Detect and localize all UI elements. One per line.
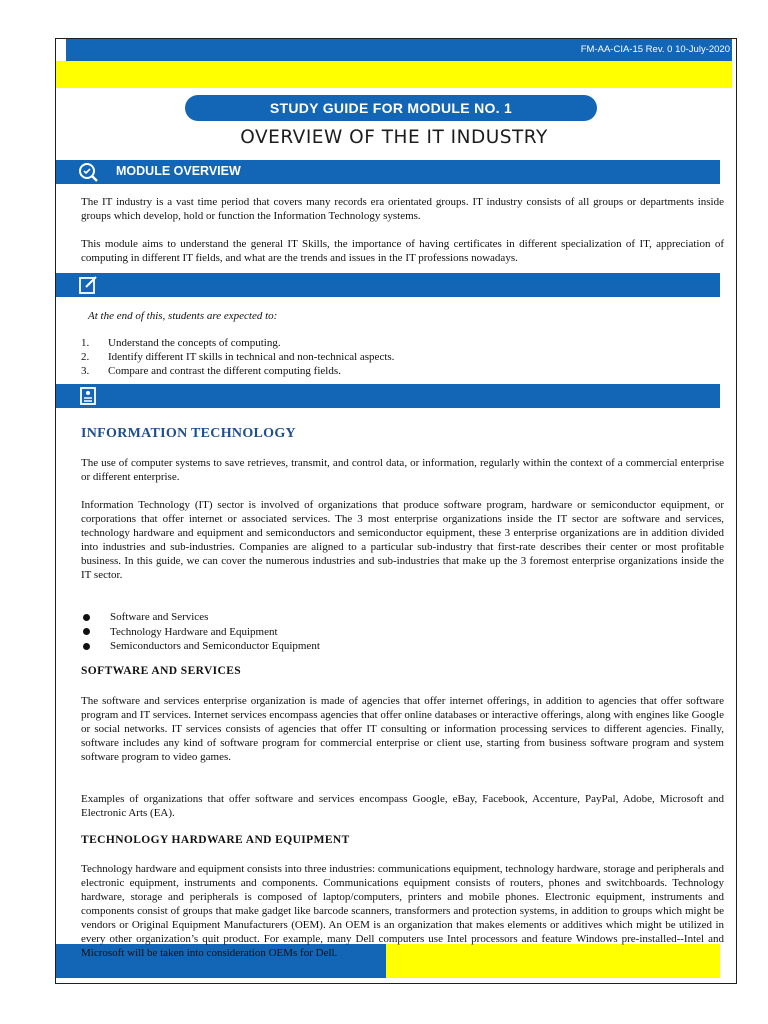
list-number: 2.	[81, 351, 90, 363]
page-title: OVERVIEW OF THE IT INDUSTRY	[240, 127, 548, 148]
list-number: 3.	[81, 365, 90, 377]
list-item	[81, 364, 681, 378]
module-overview-band	[56, 160, 720, 184]
module-pill: STUDY GUIDE FOR MODULE NO. 1	[185, 95, 597, 121]
objectives-band	[56, 273, 720, 297]
it-paragraph-2: Information Technology (IT) sector is involved of organizations that produce software program, hardware or semiconductor equipment, or corporations that offer internet or associated services. The 3 most enterprise organizations inside the IT sector are software and services, technology hardware and equipment and semiconductors and semiconductor equipment, these 3 enterprise organizations are in addition divided into industries and sub-industries. Companies are aligned to a particular sub-industry that first-rate describes their center or most profitable business. In this guide, we can cover the numerous industries and sub-industries that make up the 3 foremost enterprise organizations inside the IT sector.	[81, 499, 724, 581]
list-item	[81, 625, 681, 640]
search-icon	[78, 162, 98, 182]
it-paragraph-1: The use of computer systems to save retrieves, transmit, and control data, or information, regularly within the context of a commercial enterprise or different enterprise.	[81, 457, 724, 483]
subsection-heading: SOFTWARE AND SERVICES	[81, 665, 242, 677]
hardware-paragraph: Technology hardware and equipment consists into three industries: communications equipment, technology hardware, storage and peripherals and electronic equipment, instruments and components. Communications equipment consists of routers, phones and switchboards. Technology hardware, storage and peripherals is composed of laptop/computers, printers and mobile phones. Electronic equipment, instruments and components consist of groups that make gadget like barcode scanners, transformers and protection systems, in addition to groups which might be vendors or Original Equipment Manufacturers (OEM). An OEM is an organization that makes elements or additives which might be utilized in every other organization’s quit product. For example, many Dell computers use Intel processors and feature Windows pre-installed--Intel and Microsoft will be taken into consideration OEMs for Dell.	[81, 863, 724, 959]
list-text: Compare and contrast the different computing fields.	[108, 365, 341, 377]
list-text: Software and Services	[110, 611, 209, 623]
list-text: Understand the concepts of computing.	[108, 337, 281, 349]
overview-paragraph-1: The IT industry is a vast time period that covers many records era orientated groups. IT industry consists of all groups or departments inside groups which develop, hold or function the Information Technology systems.	[81, 196, 724, 222]
objectives-list	[81, 336, 681, 378]
subsection-heading: TECHNOLOGY HARDWARE AND EQUIPMENT	[81, 834, 350, 846]
reading-icon	[78, 386, 98, 406]
list-text: Technology Hardware and Equipment	[110, 625, 278, 638]
list-item	[81, 610, 681, 625]
list-item	[81, 350, 681, 364]
software-paragraph-2: Examples of organizations that offer software and services encompass Google, eBay, Facebook, Accenture, PayPal, Adobe, Microsoft and Electronic Arts (EA).	[81, 793, 724, 819]
software-paragraph-1: The software and services enterprise organization is made of agencies that offer internet offerings, in addition to agencies that offer software program and IT services. Internet services encompass agencies that offer online databases or interactive offerings, along with engines like Google or social networks. IT services consists of agencies that offer IT consulting or information processing services to different agencies. Finally, software includes any kind of software program for commercial enterprise or client use, starting from business software program and system software program to video games.	[81, 695, 724, 763]
overview-paragraph-2: This module aims to understand the general IT Skills, the importance of having certificates in different specialization of IT, appreciation of computing in different IT fields, and what are the trends and issues in the IT professions nowadays.	[81, 238, 724, 264]
form-code: FM-AA-CIA-15 Rev. 0 10-July-2020	[580, 44, 730, 55]
header-highlight-band	[56, 61, 732, 88]
list-item	[81, 336, 681, 350]
bullet-icon	[83, 643, 90, 650]
bullet-icon	[83, 614, 90, 621]
header-band-notch	[56, 39, 66, 61]
bullet-icon	[83, 628, 90, 635]
sector-bullet-list	[81, 610, 681, 654]
objectives-intro: At the end of this, students are expected to:	[88, 310, 278, 322]
module-overview-label: MODULE OVERVIEW	[116, 164, 241, 178]
edit-icon	[78, 275, 98, 295]
list-text: Identify different IT skills in technical and non-technical aspects.	[108, 351, 395, 363]
list-item	[81, 639, 681, 654]
content-band	[56, 384, 720, 408]
list-number: 1.	[81, 337, 90, 349]
list-text: Semiconductors and Semiconductor Equipment	[110, 640, 320, 652]
section-heading: INFORMATION TECHNOLOGY	[81, 426, 296, 441]
